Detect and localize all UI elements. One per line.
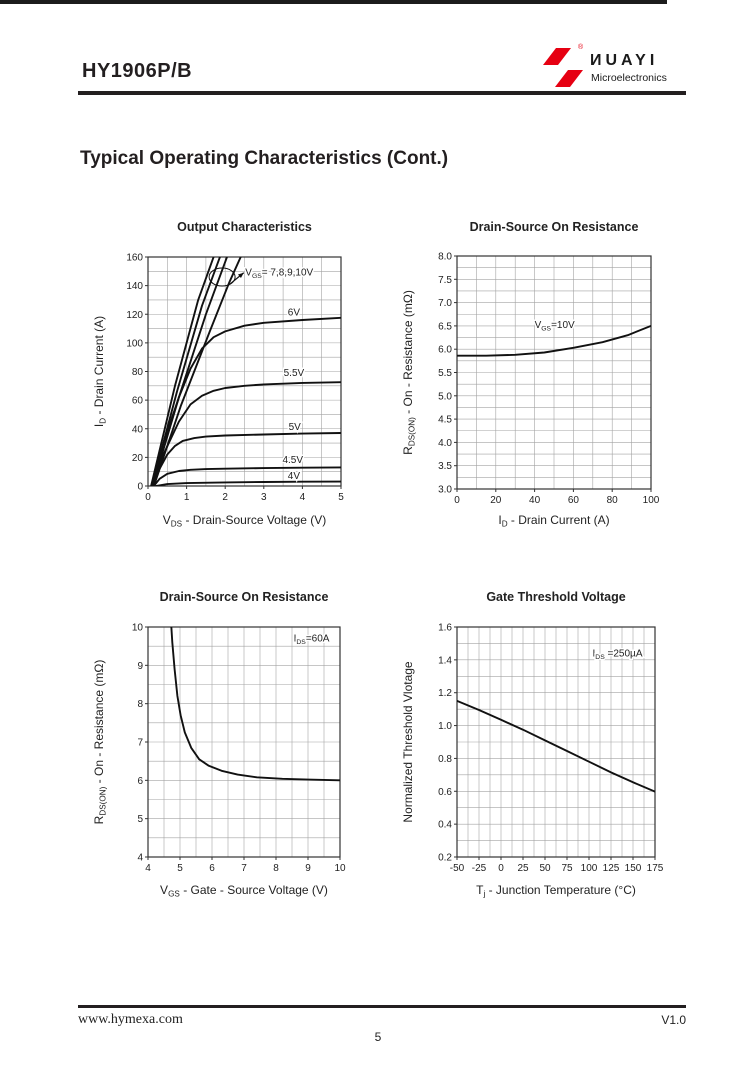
svg-text:7: 7: [137, 737, 143, 749]
svg-text:20: 20: [131, 452, 143, 464]
svg-text:-50: -50: [449, 863, 465, 874]
svg-text:RDS(ON) - On - Resistance (mΩ): $R_{DS(ON)}$ - On - Resistance (mΩ): [92, 659, 108, 825]
svg-text:3: 3: [261, 492, 267, 503]
svg-text:5: 5: [137, 814, 143, 826]
chart-gate-threshold-voltage: [385, 582, 697, 904]
svg-text:Output Characteristics: Output Characteristics: [177, 220, 312, 234]
svg-text:RDS(ON) - On - Resistance (mΩ): $R_{DS(ON)}$ - On - Resistance (mΩ): [401, 290, 417, 455]
svg-text:0.2: 0.2: [438, 852, 452, 864]
svg-text:6.0: 6.0: [438, 344, 452, 356]
svg-text:160: 160: [126, 252, 143, 264]
svg-text:4.5: 4.5: [438, 414, 452, 426]
svg-text:7: 7: [241, 863, 247, 874]
svg-text:100: 100: [126, 338, 143, 350]
svg-text:50: 50: [539, 863, 551, 874]
svg-text:5: 5: [338, 492, 344, 503]
svg-text:140: 140: [126, 281, 143, 293]
svg-text:Normalized Threshold Vlotage: Normalized Threshold Vlotage: [401, 661, 415, 823]
svg-text:IDS =250µA: $I_{DS} =250\mu A$: [592, 648, 643, 661]
svg-text:0: 0: [454, 495, 460, 506]
section-title: Typical Operating Characteristics (Cont.): [80, 148, 449, 169]
part-number-title: HY1906P/B: [82, 60, 193, 82]
svg-text:0: 0: [137, 481, 143, 493]
svg-text:5.5V: 5.5V: [283, 367, 305, 379]
svg-text:40: 40: [131, 424, 143, 436]
svg-text:8: 8: [137, 699, 143, 711]
svg-text:1.2: 1.2: [438, 688, 452, 700]
series-VGS=5V: [154, 433, 341, 486]
svg-text:120: 120: [126, 309, 143, 321]
svg-text:VGS - Gate - Source Voltage (V: $V_{GS}$ - Gate - Source Voltage (V): [160, 883, 328, 899]
svg-text:ID - Drain Current (A): $I_D$ - Drain Current (A): [498, 513, 610, 529]
svg-text:4: 4: [145, 863, 151, 874]
registered-trademark-mark: ®: [578, 44, 584, 51]
chart-rdson-vs-drain-current: [385, 212, 697, 534]
svg-text:80: 80: [131, 367, 143, 378]
svg-text:Gate Threshold Voltage: Gate Threshold Voltage: [486, 590, 626, 604]
svg-text:Drain-Source On Resistance: Drain-Source On Resistance: [159, 590, 329, 604]
svg-text:0.4: 0.4: [438, 819, 452, 831]
svg-text:4.5V: 4.5V: [282, 455, 304, 467]
svg-text:100: 100: [642, 495, 660, 506]
svg-text:6.5: 6.5: [438, 321, 452, 333]
svg-text:1.4: 1.4: [438, 655, 452, 667]
svg-text:1.6: 1.6: [438, 622, 452, 634]
logo-bolt-icon: [540, 44, 586, 92]
header-divider: [78, 91, 686, 95]
svg-text:80: 80: [606, 495, 618, 506]
svg-text:ID - Drain Current (A): $I_D$ - Drain Current (A): [92, 315, 108, 428]
logo-brand-text: ИUAYI: [590, 52, 659, 69]
svg-text:5: 5: [177, 863, 183, 874]
svg-text:40: 40: [529, 495, 541, 506]
svg-text:4: 4: [299, 492, 306, 503]
chart-canvas: [385, 582, 697, 904]
svg-text:20: 20: [490, 495, 502, 506]
series-VGS=7V: [154, 240, 249, 486]
svg-text:5V: 5V: [288, 422, 301, 434]
svg-text:100: 100: [580, 863, 598, 874]
footer-divider: [78, 1005, 686, 1008]
footer-version: V1.0: [661, 1013, 686, 1027]
svg-text:0.6: 0.6: [438, 786, 452, 798]
chart-canvas: [60, 582, 372, 904]
svg-text:125: 125: [602, 863, 620, 874]
chart-canvas: [60, 212, 372, 534]
svg-text:Tj - Junction Temperature (°C): $T_j$ - Junction Temperature (°C): [476, 883, 636, 899]
svg-text:0: 0: [145, 492, 151, 503]
chart-rdson-vs-gate-voltage: [60, 582, 372, 904]
svg-text:6: 6: [209, 863, 215, 874]
svg-text:25: 25: [517, 863, 529, 874]
svg-text:175: 175: [646, 863, 664, 874]
chart-canvas: [385, 212, 697, 534]
svg-text:4V: 4V: [287, 470, 301, 482]
page-top-edge-bar: [0, 0, 667, 4]
svg-text:3.5: 3.5: [438, 461, 452, 473]
svg-text:VDS - Drain-Source Voltage (V): $V_{DS}$ - Drain-Source Voltage (V): [162, 513, 327, 529]
svg-text:0: 0: [498, 863, 504, 874]
svg-text:60: 60: [567, 495, 579, 506]
svg-text:Drain-Source On Resistance: Drain-Source On Resistance: [469, 220, 639, 234]
svg-text:9: 9: [137, 660, 143, 672]
company-logo: [540, 44, 692, 92]
svg-text:6V: 6V: [287, 307, 301, 319]
svg-text:150: 150: [624, 863, 642, 874]
footer-page-number: 5: [374, 1030, 382, 1044]
svg-text:4.0: 4.0: [438, 437, 452, 449]
footer-website: www.hymexa.com: [78, 1012, 183, 1027]
chart-output-characteristics: [60, 212, 372, 534]
svg-text:VGS=10V: $V_{GS}=10V$: [534, 320, 575, 333]
svg-text:10: 10: [334, 863, 346, 874]
svg-text:4: 4: [137, 852, 143, 864]
logo-subtitle-text: Microelectronics: [591, 72, 667, 84]
svg-text:7.5: 7.5: [438, 274, 452, 286]
svg-text:1.0: 1.0: [438, 721, 452, 733]
svg-text:8.0: 8.0: [438, 251, 452, 263]
svg-text:7.0: 7.0: [438, 298, 452, 310]
svg-text:1: 1: [183, 492, 190, 503]
svg-text:9: 9: [305, 863, 311, 874]
svg-text:3.0: 3.0: [438, 484, 452, 496]
series-VGS=4V: [156, 482, 341, 486]
svg-text:VGS= 7,8,9,10V: $V_{GS}= 7,8,9,10V$: [245, 267, 314, 280]
svg-text:75: 75: [561, 863, 573, 874]
svg-text:10: 10: [131, 622, 143, 634]
svg-text:6: 6: [137, 775, 143, 787]
svg-text:0.8: 0.8: [438, 753, 452, 765]
svg-text:8: 8: [273, 863, 279, 874]
svg-text:-25: -25: [471, 863, 487, 874]
svg-text:60: 60: [131, 395, 143, 407]
svg-text:5.0: 5.0: [438, 391, 452, 403]
svg-text:IDS=60A: $I_{DS}=60A$: [293, 633, 330, 646]
svg-text:2: 2: [222, 492, 228, 503]
svg-text:5.5: 5.5: [438, 368, 452, 379]
